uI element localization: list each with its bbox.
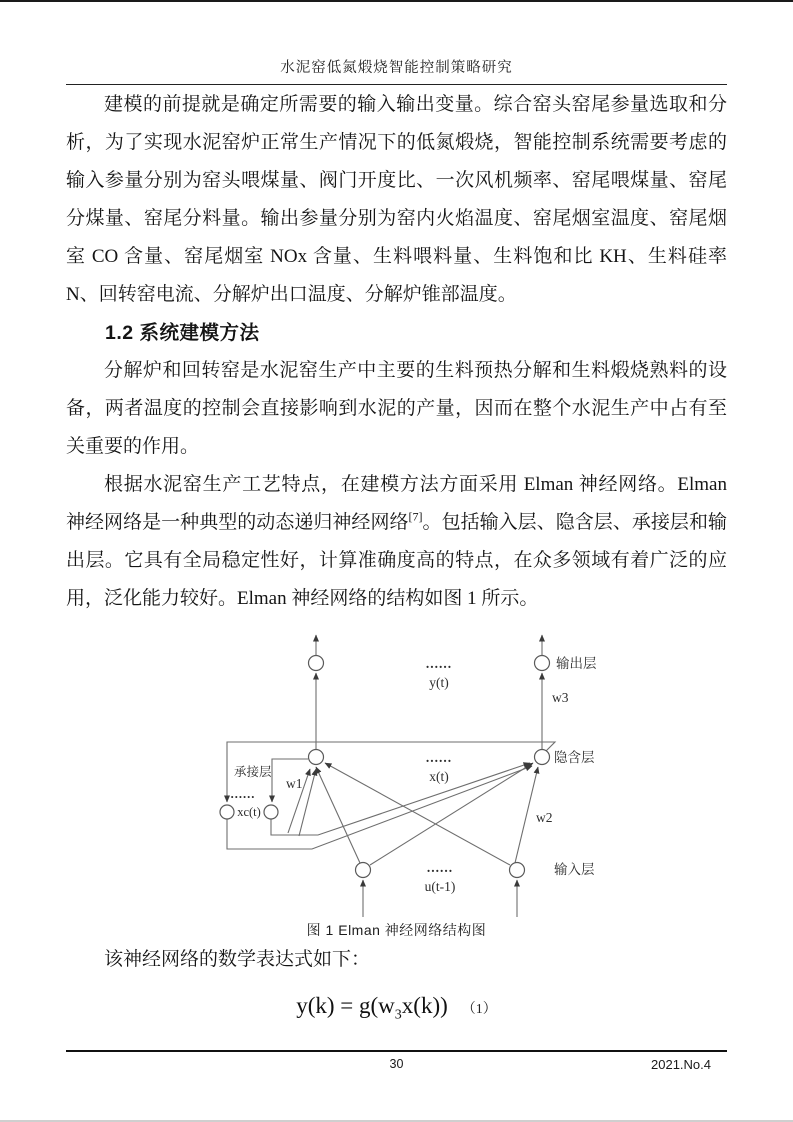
input-dots-label: ...... [426, 860, 454, 875]
u-t-label: u(t-1) [424, 879, 456, 894]
input-node-right [510, 863, 525, 878]
page-number: 30 [389, 1057, 404, 1071]
hidden-dots-label: ...... [425, 750, 453, 765]
figure-1 [66, 622, 727, 940]
input-right-to-hidden-left-link [325, 763, 510, 865]
paragraph-kiln-importance: 分解炉和回转窑是水泥窑生产中主要的生料预热分解和生料煅烧熟料的设备，两者温度的控制会直接影响到水泥的产量，因而在整个水泥生产中占有至关重要的作用。 [66, 360, 727, 457]
paragraph-elman-intro [66, 466, 727, 618]
xc-t-label: xc(t) [237, 805, 261, 819]
paragraph-elman-text-b: 。包括输入层、隐含层、承接层和输出层。它具有全局稳定性好，计算准确度高的特点，在众多领域有着广泛的应用，泛化能力较好。Elman 神经网络的结构如图 1 所示。 [66, 512, 727, 609]
input-node-left [356, 863, 371, 878]
paragraph-equation-lead: 该神经网络的数学表达式如下： [104, 949, 371, 970]
input-right-to-hidden-right-link-w2 [515, 767, 538, 863]
body-content-after-figure [66, 941, 727, 979]
y-t-label: y(t) [429, 675, 449, 690]
output-node-left [309, 656, 324, 671]
w1-label: w1 [286, 776, 303, 791]
equation-1 [0, 989, 793, 1033]
context-node-right [264, 805, 278, 819]
hidden-node-right [535, 750, 550, 765]
input-left-to-hidden-right-link [370, 763, 533, 865]
hidden-node-left [309, 750, 324, 765]
w3-label: w3 [552, 690, 569, 705]
input-layer-label: 输入层 [554, 862, 595, 877]
x-t-label: x(t) [429, 769, 449, 784]
output-node-right [535, 656, 550, 671]
context-dots-label: ...... [230, 787, 256, 801]
body-content [66, 86, 727, 618]
feedback-loop-outer [227, 742, 555, 802]
issue-label: 2021.No.4 [651, 1057, 711, 1072]
equation-part-a: y(k) = g(w [296, 993, 395, 1018]
context-node-left [220, 805, 234, 819]
equation-number: （1） [461, 1002, 497, 1017]
output-dots-label: ...... [425, 656, 453, 671]
paragraph-elman-text-a: 根据水泥窑生产工艺特点，在建模方法方面采用 Elman 神经网络。Elman 神经网络是一种典型的动态递归神经网络 [66, 474, 727, 533]
page-header [66, 56, 727, 85]
equation-expression [296, 993, 448, 1023]
citation-ref-7: [7] [408, 509, 423, 524]
input-left-to-hidden-left-link [316, 767, 360, 863]
journal-title: 水泥窑低氮煅烧智能控制策略研究 [280, 60, 513, 76]
w2-label: w2 [536, 810, 553, 825]
paragraph-io-variables: 建模的前提就是确定所需要的输入输出变量。综合窑头窑尾参量选取和分析，为了实现水泥窑炉正常生产情况下的低氮煅烧，智能控制系统需要考虑的输入参量分别为窑头喂煤量、阀门开度比、一次风机频率、窑尾喂煤量、窑尾分煤量、窑尾分料量。输出参量分别为窑内火焰温度、窑尾烟室温度、窑尾烟室 CO 含量、窑尾烟室 NOx 含量、生料喂料量、生料饱和比 KH、生料硅率 N、回转窑电流、分解炉出口温度、分解炉锥部温度。 [66, 94, 727, 305]
output-layer-label: 输出层 [556, 656, 597, 671]
context-right-to-hidden-right-link [271, 763, 530, 835]
page-footer [66, 1050, 727, 1077]
context-layer-label: 承接层 [234, 765, 272, 779]
figure-caption: 图 1 Elman 神经网络结构图 [306, 922, 487, 938]
equation-subscript: 3 [394, 1007, 402, 1023]
section-heading-1-2: 1.2 系统建模方法 [105, 322, 260, 344]
equation-part-b: x(k)) [401, 993, 448, 1018]
elman-network-diagram [66, 622, 727, 920]
hidden-layer-label: 隐含层 [554, 750, 595, 765]
